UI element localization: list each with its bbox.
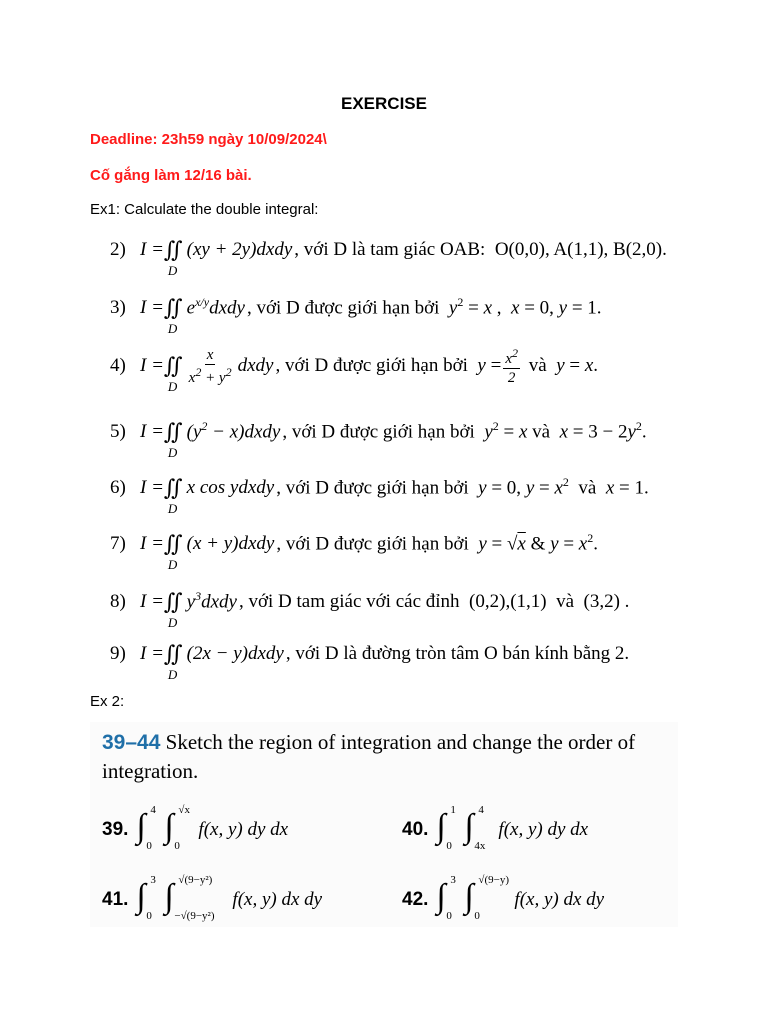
problem-number: 7): [110, 532, 126, 554]
condition: , với D là tam giác OAB: O(0,0), A(1,1), B(2,0).: [294, 238, 667, 260]
integrand: $y^3dxdy$: [186, 589, 237, 613]
ex2-problem-41: [102, 874, 323, 922]
condition: , với D được giới hạn bởi y = √x & $y = x^2$.: [276, 531, 598, 555]
condition: , với D được giới hạn bởi $y^2 = x$ , x = 0, y = 1.: [246, 295, 602, 319]
integrand: ($y^2$ − x)dxdy: [186, 419, 281, 443]
integral-label: I =: [140, 642, 164, 664]
ex2-label: Ex 2:: [90, 693, 125, 710]
integrand: x cos ydxdy: [186, 476, 275, 498]
integrand: (xy + 2y)dxdy: [186, 238, 293, 260]
ex1-problem: [110, 470, 690, 516]
integral-icon: ∫ 4 4x: [464, 804, 486, 852]
bound-fraction: $\frac{x^2}{2}$: [505, 345, 518, 386]
integral-label: I =: [140, 476, 164, 498]
double-integral-icon: ∬ D: [163, 475, 183, 516]
integral-label: I =: [140, 590, 164, 612]
integrand: f(x, y) dx dy: [514, 889, 605, 910]
ex2-problem-39: [102, 804, 289, 852]
double-integral-icon: ∬ D: [163, 641, 183, 682]
ex1-problem: 4) I = ∬ D $\frac{x}{x^2 + y^2}$ dxdy , với D được giới hạn bởi y = $\frac{x^2}{2}$ và y = x.: [110, 345, 599, 394]
ex2-problem-42: [402, 874, 605, 922]
problem-number: 39.: [102, 819, 129, 840]
problem-number: 8): [110, 590, 126, 612]
condition: , với D được giới hạn bởi y = 0, $y = x^2$ và x = 1.: [276, 475, 649, 499]
problem-number: 3): [110, 296, 126, 318]
problem-number: 5): [110, 420, 126, 442]
problem-number: 6): [110, 476, 126, 498]
integral-icon: ∫ 1 0: [436, 804, 456, 852]
ex1-label: Ex1: Calculate the double integral:: [90, 201, 319, 218]
integrand: f(x, y) dy dx: [498, 819, 589, 840]
ex1-problem: [110, 636, 690, 682]
integrand: f(x, y) dx dy: [232, 889, 323, 910]
integrand: f(x, y) dy dx: [198, 819, 289, 840]
integral-label: I =: [140, 420, 164, 442]
integral-icon: ∫ √x 0: [164, 804, 190, 852]
double-integral-icon: ∬ D: [163, 589, 183, 630]
problem-number: 9): [110, 642, 126, 664]
condition: , với D tam giác với các đỉnh (0,2),(1,1) và (3,2) .: [238, 590, 630, 612]
goal-text: Cố gắng làm 12/16 bài.: [90, 167, 252, 184]
double-integral-icon: ∬ D: [163, 237, 183, 278]
integral-icon: ∫ 4 0: [136, 804, 156, 852]
integral-label: I =: [140, 532, 164, 554]
integrand: (x + y)dxdy: [186, 532, 275, 554]
ex2-textbook-excerpt: [90, 722, 678, 927]
ex1-problem: [110, 526, 690, 572]
instruction-text: Sketch the region of integration and change the order of integration.: [102, 730, 636, 783]
integrand: $e^{x/y}dxdy$: [186, 295, 245, 319]
double-integral-icon: ∬ D: [163, 295, 183, 336]
double-integral-icon: ∬ D: [163, 419, 183, 460]
problem-number: 40.: [402, 819, 429, 840]
integrand-fraction: $\frac{x}{x^2 + y^2}$: [188, 346, 232, 386]
ex1-problem: [110, 584, 690, 630]
double-integral-icon: ∬ D: [163, 353, 183, 394]
ex1-problem-list: [110, 228, 690, 688]
integrand: dxdy: [237, 354, 274, 376]
integral-icon: ∫ 3 0: [136, 874, 156, 922]
problem-number: 42.: [402, 889, 429, 910]
problem-number: 4): [110, 354, 126, 376]
ex2-problem-40: [402, 804, 589, 852]
condition: , với D được giới hạn bởi y =: [275, 354, 502, 376]
integral-label: I =: [140, 354, 164, 376]
condition: , với D được giới hạn bởi $y^2 = x$ và $x = 3 - 2y^2$.: [282, 419, 647, 443]
problem-number: 2): [110, 238, 126, 260]
double-integral-icon: ∬ D: [163, 531, 183, 572]
integral-icon: ∫ 3 0: [436, 874, 456, 922]
problem-number: 41.: [102, 889, 129, 910]
ex1-problem: [110, 232, 690, 278]
ex1-problem: [110, 414, 690, 460]
integral-icon: ∫ √(9−y) 0: [464, 874, 509, 922]
integrand: (2x − y)dxdy: [186, 642, 284, 664]
ex2-heading: [102, 728, 672, 785]
integral-label: I =: [140, 296, 164, 318]
page-title: EXERCISE: [341, 94, 427, 113]
deadline-text: Deadline: 23h59 ngày 10/09/2024\: [90, 131, 327, 148]
problem-range: 39–44: [102, 731, 161, 754]
ex1-problem: [110, 290, 690, 336]
integral-label: I =: [140, 238, 164, 260]
integral-icon: ∫ √(9−y²) −√(9−y²): [164, 874, 215, 922]
condition: , với D là đường tròn tâm O bán kính bằng 2.: [285, 642, 630, 664]
